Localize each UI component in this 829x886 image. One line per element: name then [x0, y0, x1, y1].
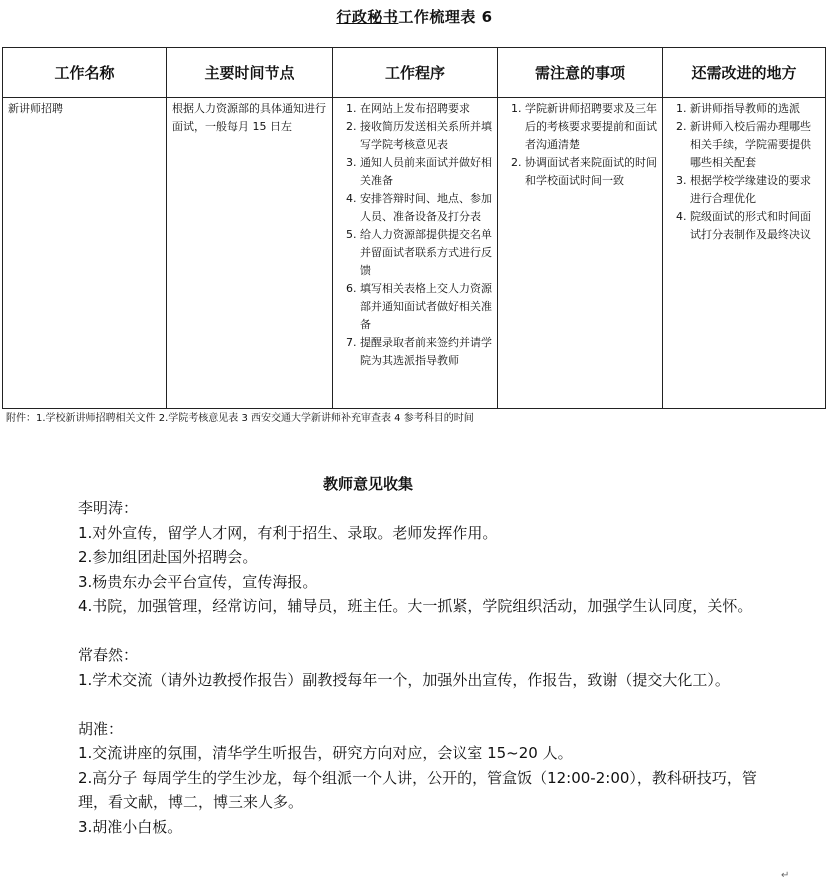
- opinion-line: 3.杨贵东办会平台宣传，宣传海报。: [78, 572, 318, 591]
- procedure-step: 2. 接收简历发送相关系所并填写学院考核意见表: [360, 118, 493, 154]
- table-row: [3, 98, 826, 409]
- improvements-list: [668, 100, 821, 244]
- opinion-line: 4.书院，加强管理，经常访问，辅导员，班主任。大一抓紧，学院组织活动，加强学生认同度，关怀。: [78, 597, 753, 615]
- cell-time-node: 根据人力资源部的具体通知进行面试，一般每月 15 日左: [167, 98, 333, 409]
- header-time-node: 主要时间节点: [167, 48, 333, 98]
- note-item: 2. 协调面试者来院面试的时间和学校面试时间一致: [525, 154, 658, 190]
- cell-procedure: [333, 98, 498, 409]
- procedure-step: 4. 安排答辩时间、地点、参加人员、准备设备及打分表: [360, 190, 493, 226]
- opinion-line: 1.交流讲座的氛围，清华学生听报告，研究方向对应，会议室 15~20 人。: [78, 744, 573, 762]
- note-item: 1. 学院新讲师招聘要求及三年后的考核要求要提前和面试者沟通清楚: [525, 100, 658, 154]
- blank-line: [78, 692, 768, 717]
- improvement-item: 1. 新讲师指导教师的选派: [690, 100, 821, 118]
- cell-notes: [498, 98, 663, 409]
- work-table: [2, 47, 826, 409]
- header-improvements: 还需改进的地方: [663, 48, 826, 98]
- procedure-list: [338, 100, 493, 370]
- opinion-line: 2.高分子 每周学生的学生沙龙，每个组派一个人讲，公开的，管盒饭（12:00-2:00），教科研技巧，管理，看文献，博二，博三来人多。: [78, 768, 757, 811]
- cell-work-name: 新讲师招聘: [3, 98, 167, 409]
- improvement-item: 2. 新讲师入校后需办理哪些相关手续，学院需要提供哪些相关配套: [690, 118, 821, 172]
- opinion-line: 1.对外宣传，留学人才网，有利于招生、录取。老师发挥作用。: [78, 523, 498, 542]
- section-title: 教师意见收集: [322, 475, 413, 493]
- procedure-step: 1. 在网站上发布招聘要求: [360, 100, 493, 118]
- cell-improvements: [663, 98, 826, 409]
- procedure-step: 3. 通知人员前来面试并做好相关准备: [360, 154, 493, 190]
- teacher-name: 胡准：: [78, 719, 124, 738]
- header-work-name: 工作名称: [3, 48, 167, 98]
- opinions-section: [78, 496, 768, 839]
- procedure-step: 7. 提醒录取者前来签约并请学院为其选派指导教师: [360, 334, 493, 370]
- page-title-rest: 工作梳理表 6: [398, 8, 493, 26]
- opinion-line: 1.学术交流（请外边教授作报告）副教授每年一个，加强外出宣传，作报告，致谢（提交大化工）。: [78, 670, 730, 689]
- page-title-underlined: 行政秘书: [336, 8, 399, 26]
- header-notes: 需注意的事项: [498, 48, 663, 98]
- procedure-step: 5. 给人力资源部提供提交名单并留面试者联系方式进行反馈: [360, 226, 493, 280]
- table-header-row: [3, 48, 826, 98]
- improvement-item: 3. 根据学校学缘建设的要求进行合理优化: [690, 172, 821, 208]
- teacher-name: 李明涛：: [78, 499, 139, 517]
- opinion-line: 3.胡准小白板。: [78, 817, 183, 836]
- procedure-step: 6. 填写相关表格上交人力资源部并通知面试者做好相关准备: [360, 280, 493, 334]
- improvement-item: 4. 院级面试的形式和时间面试打分表制作及最终决议: [690, 208, 821, 244]
- page-title: [0, 6, 829, 27]
- notes-list: [503, 100, 658, 190]
- blank-line: [78, 619, 768, 644]
- teacher-name: 常春然：: [78, 646, 139, 664]
- attachment-note: 附件：1.学校新讲师招聘相关文件 2.学院考核意见表 3 西安交通大学新讲师补充审查表 4 参考科目的时间: [6, 413, 474, 424]
- opinion-line: 2.参加组团赴国外招聘会。: [78, 548, 258, 566]
- paragraph-mark: ↵: [781, 870, 790, 881]
- header-procedure: 工作程序: [333, 48, 498, 98]
